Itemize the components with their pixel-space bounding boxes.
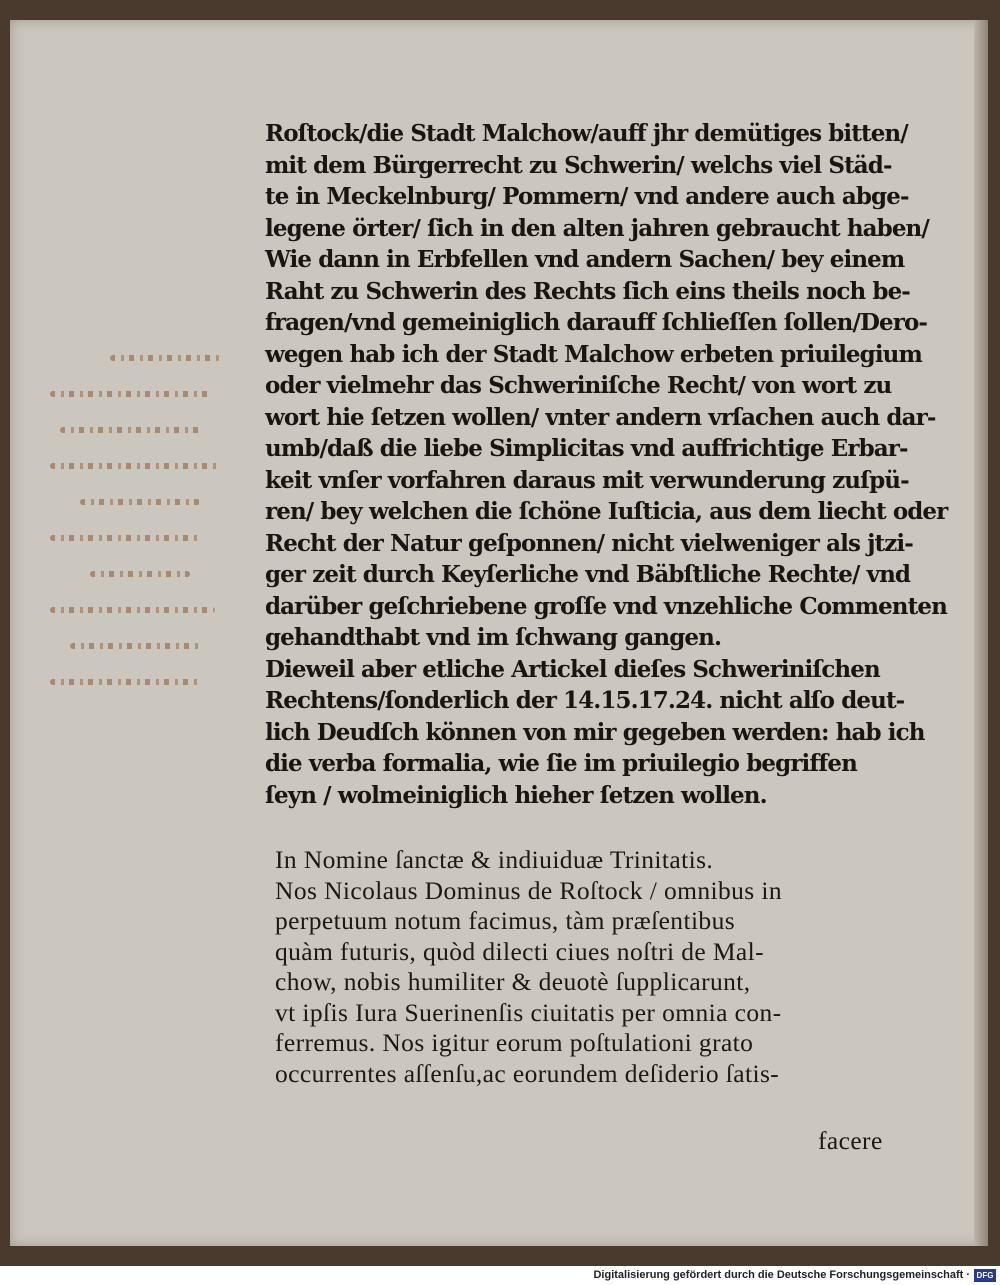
latin-line: vt ipſis Iura Suerinenſis ciuitatis per omnia con- — [275, 997, 782, 1027]
latin-text-block — [275, 845, 905, 1089]
text-line: die verba formalia, wie ſie im priuilegio begriffen — [265, 750, 857, 777]
text-line: te in Meckelnburg/ Pommern/ vnd andere auch abge- — [265, 183, 909, 210]
text-line: wort hie ſetzen wollen/ vnter andern vrſachen auch dar- — [265, 403, 936, 431]
text-line: mit dem Bürgerrecht zu Schwerin/ welchs viel Städ- — [265, 151, 892, 179]
text-line: darüber geſchriebene groſſe vnd vnzehliche Commenten — [265, 592, 947, 620]
funding-note: Digitalisierung gefördert durch die Deutsche Forschungsgemeinschaft · — [593, 1269, 970, 1281]
latin-line: perpetuum notum facimus, tàm præſentibus — [275, 906, 736, 935]
latin-line: quàm futuris, quòd dilecti ciues noſtri de Mal- — [275, 936, 765, 966]
latin-line: occurrentes aſſenſu,ac eorundem deſiderio ſatis- — [275, 1058, 780, 1088]
digitization-footer — [0, 1266, 1000, 1285]
text-line: umb/daß die liebe Simplicitas vnd auffrichtige Erbar- — [265, 435, 908, 462]
text-line: ren/ bey welchen die ſchöne Iuſticia, aus dem liecht oder — [265, 498, 948, 525]
latin-line: In Nomine ſanctæ & indiuiduæ Trinitatis. — [275, 845, 714, 874]
dfg-logo-icon: DFG — [974, 1269, 996, 1282]
text-line: Recht der Natur geſponnen/ nicht vielweniger als jtzi- — [265, 529, 913, 557]
text-line: Dieweil aber etliche Artickel dieſes Schweriniſchen — [265, 655, 880, 683]
text-line: gehandthabt vnd im ſchwang gangen. — [265, 624, 722, 651]
catchword: facere — [818, 1126, 883, 1155]
text-line: wegen hab ich der Stadt Malchow erbeten priuilegium — [265, 340, 922, 368]
ink-bleed-through — [50, 355, 260, 775]
text-line: lich Deudſch können von mir gegeben werden: hab ich — [265, 718, 925, 746]
german-text-block — [265, 118, 948, 811]
text-line: Wie dann in Erbfellen vnd andern Sachen/ bey einem — [265, 246, 905, 273]
latin-line: Nos Nicolaus Dominus de Roſtock / omnibus in — [275, 875, 783, 905]
text-line: keit vnſer vorfahren daraus mit verwunderung zuſpü- — [265, 466, 909, 494]
text-line: ger zeit durch Keyſerliche vnd Bäbſtliche Rechte/ vnd — [265, 561, 911, 588]
text-line: ſeyn / wolmeiniglich hieher ſetzen wollen. — [265, 781, 767, 809]
text-line: fragen/vnd gemeiniglich darauff ſchlieſſen ſollen/Dero- — [265, 309, 928, 336]
text-line: Roſtock/die Stadt Malchow/auff jhr demütiges bitten/ — [265, 120, 908, 147]
latin-line: ferremus. Nos igitur eorum poſtulationi grato — [275, 1028, 754, 1057]
latin-line: chow, nobis humiliter & deuotè ſupplicarunt, — [275, 967, 751, 996]
text-line: oder vielmehr das Schweriniſche Recht/ von wort zu — [265, 372, 892, 399]
text-line: Rechtens/ſonderlich der 14.15.17.24. nicht alſo deut- — [265, 687, 905, 714]
text-line: Raht zu Schwerin des Rechts ſich eins theils noch be- — [265, 277, 910, 305]
text-line: legene örter/ ſich in den alten jahren gebraucht haben/ — [265, 214, 929, 242]
